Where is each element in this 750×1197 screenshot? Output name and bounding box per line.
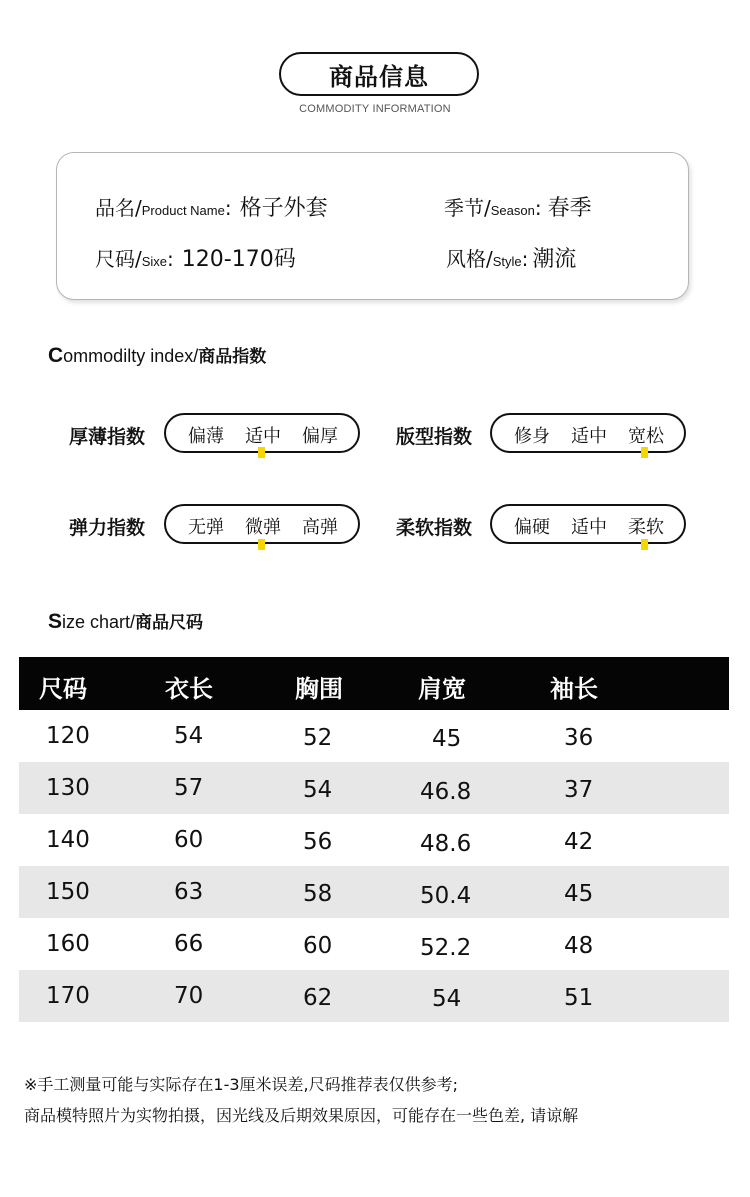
index-heading-initial: C	[48, 344, 64, 367]
product-info-box	[56, 152, 689, 300]
table-row	[19, 970, 729, 1022]
table-cell: 37	[564, 777, 594, 803]
table-cell: 62	[303, 985, 333, 1011]
table-row	[19, 866, 729, 918]
size-range-sep: :	[167, 247, 174, 271]
table-cell: 120	[46, 723, 90, 749]
index-label: 弹力指数	[69, 517, 146, 539]
index-label: 厚薄指数	[69, 426, 146, 448]
table-cell: 60	[174, 827, 204, 853]
table-cell: 160	[46, 931, 90, 957]
index-option: 偏厚	[302, 426, 338, 447]
table-cell: 42	[564, 829, 594, 855]
index-marker	[258, 447, 265, 458]
style-value: 潮流	[532, 247, 577, 272]
index-scale	[164, 504, 360, 544]
table-cell: 66	[174, 931, 204, 957]
style-label-zh: 风格/	[446, 247, 493, 271]
table-cell: 50.4	[420, 883, 472, 909]
index-option: 适中	[571, 426, 607, 447]
index-option: 无弹	[188, 517, 224, 538]
index-option: 微弹	[245, 517, 281, 538]
column-header: 袖长	[550, 675, 598, 703]
product-name-label-en: Product Name	[141, 203, 225, 218]
index-marker	[641, 447, 648, 458]
index-marker	[641, 539, 648, 550]
index-marker	[258, 539, 265, 550]
size-range-label-zh: 尺码/	[95, 247, 142, 271]
table-row	[19, 814, 729, 866]
index-option: 适中	[245, 426, 281, 447]
table-cell: 60	[303, 933, 333, 959]
index-scale	[490, 504, 686, 544]
product-name-label-zh: 品名/	[95, 196, 142, 220]
disclaimer-line: 商品模特照片为实物拍摄，因光线及后期效果原因，可能存在一些色差, 请谅解	[24, 1106, 579, 1125]
table-cell: 54	[303, 777, 333, 803]
size-heading-initial: S	[48, 610, 63, 633]
column-header: 胸围	[295, 675, 343, 703]
product-name-row	[95, 191, 328, 222]
column-header: 尺码	[39, 675, 87, 703]
table-cell: 56	[303, 829, 333, 855]
disclaimer-line: ※手工测量可能与实际存在1-3厘米误差,尺码推荐表仅供参考;	[24, 1075, 459, 1094]
table-cell: 36	[564, 725, 594, 751]
table-cell: 150	[46, 879, 90, 905]
size-heading-zh: 商品尺码	[135, 613, 204, 633]
index-option: 宽松	[628, 426, 664, 447]
table-cell: 57	[174, 775, 204, 801]
index-option: 适中	[571, 517, 607, 538]
size-range-label-en: Sixe	[141, 254, 168, 269]
table-cell: 54	[174, 723, 204, 749]
index-heading-rest: ommodilty index/	[63, 346, 199, 366]
product-name-value: 格子外套	[239, 196, 328, 221]
style-sep: :	[521, 247, 529, 271]
index-section-heading	[48, 342, 266, 368]
table-cell: 140	[46, 827, 90, 853]
table-cell: 45	[432, 726, 462, 752]
table-cell: 54	[432, 986, 462, 1012]
index-label: 柔软指数	[396, 517, 473, 539]
table-cell: 70	[174, 983, 204, 1009]
table-cell: 52.2	[420, 935, 472, 961]
table-cell: 52	[303, 725, 333, 751]
size-range-value: 120-170码	[181, 247, 296, 272]
table-cell: 58	[303, 881, 333, 907]
index-option: 偏薄	[188, 426, 224, 447]
section-subtitle: COMMODITY INFORMATION	[299, 103, 451, 115]
season-sep: :	[534, 196, 542, 220]
season-label-zh: 季节/	[444, 196, 491, 220]
size-range-row	[95, 242, 296, 273]
table-row	[19, 710, 729, 762]
season-label-en: Season	[490, 203, 535, 218]
table-row	[19, 762, 729, 814]
season-row	[444, 191, 592, 222]
column-header: 肩宽	[418, 675, 466, 703]
season-value: 春季	[547, 196, 592, 221]
table-row	[19, 918, 729, 970]
index-scale	[490, 413, 686, 453]
index-option: 高弹	[302, 517, 338, 538]
table-cell: 63	[174, 879, 204, 905]
style-row	[446, 242, 576, 273]
table-cell: 130	[46, 775, 90, 801]
index-label: 版型指数	[396, 426, 473, 448]
index-option: 偏硬	[514, 517, 550, 538]
size-section-heading	[48, 608, 203, 634]
table-cell: 170	[46, 983, 90, 1009]
size-heading-rest: ize chart/	[62, 612, 136, 632]
style-label-en: Style	[492, 254, 522, 269]
section-title	[279, 52, 479, 96]
size-table	[19, 657, 729, 1022]
section-title-text: 商品信息	[329, 62, 429, 91]
product-name-sep: :	[224, 196, 232, 220]
table-cell: 48.6	[420, 831, 472, 857]
table-cell: 48	[564, 933, 594, 959]
column-header: 衣长	[165, 675, 213, 703]
index-option: 修身	[514, 426, 550, 447]
size-table-header	[19, 657, 729, 710]
table-cell: 46.8	[420, 779, 472, 805]
index-option: 柔软	[628, 517, 664, 538]
index-heading-zh: 商品指数	[198, 347, 267, 367]
table-cell: 45	[564, 881, 594, 907]
table-cell: 51	[564, 985, 594, 1011]
